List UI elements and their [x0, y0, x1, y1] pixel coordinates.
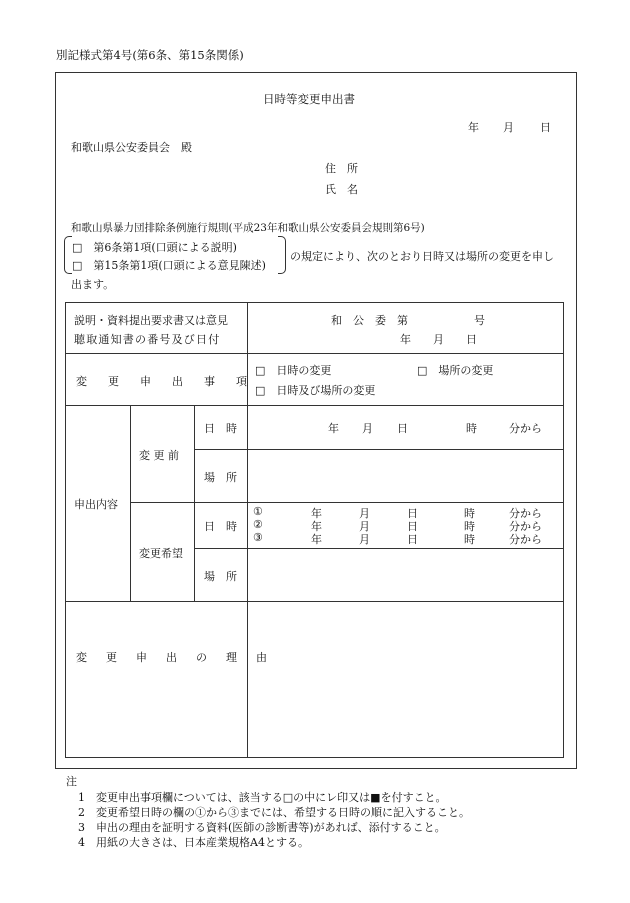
address-label: 住 所 — [325, 162, 358, 175]
doc-number: 和 公 委 第 号 — [331, 314, 485, 327]
form-title: 日時等変更申出書 — [263, 92, 355, 106]
before-datetime-label: 日 時 — [204, 422, 237, 435]
doc-label-line1: 説明・資料提出要求書又は意見 — [74, 314, 228, 327]
change-option-both: □ 日時及び場所の変更 — [255, 384, 376, 397]
regulation-text: 和歌山県暴力団排除条例施行規則(平成23年和歌山県公安委員会規則第6号) — [71, 222, 425, 234]
change-option-place: □ 場所の変更 — [417, 364, 494, 377]
addressee: 和歌山県公安委員会 殿 — [71, 141, 192, 154]
form-ref: 別記様式第4号(第6条、第15条関係) — [56, 48, 244, 62]
option-1: □ 第6条第1項(口頭による説明) — [72, 241, 237, 254]
statement-end: 出ます。 — [71, 278, 115, 291]
hope-place-label: 場 所 — [204, 570, 237, 583]
date-year: 年 — [468, 121, 479, 134]
hope-month: 月 — [359, 520, 370, 533]
change-item-label: 変 更 申 出 事 項 — [76, 375, 252, 388]
hope-hour: 時 — [464, 520, 475, 533]
hope-day: 日 — [407, 520, 418, 533]
hope-datetime-label: 日 時 — [204, 520, 237, 533]
reason-label: 変 更 申 出 の 理 由 — [76, 651, 271, 664]
hope-day: 日 — [407, 533, 418, 546]
doc-date: 年 月 日 — [400, 333, 477, 346]
before-month: 月 — [362, 422, 373, 435]
before-year: 年 — [328, 422, 339, 435]
date-month: 月 — [503, 121, 514, 134]
hope-year: 年 — [311, 507, 322, 520]
hope-label: 変更希望 — [139, 547, 183, 560]
hope-hour: 時 — [464, 507, 475, 520]
change-option-datetime: □ 日時の変更 — [255, 364, 332, 377]
hope-month: 月 — [359, 533, 370, 546]
before-minute: 分から — [509, 422, 542, 435]
doc-label-line2: 聴取通知書の番号及び日付 — [74, 333, 221, 346]
hope-minute: 分から — [509, 507, 542, 520]
hope-day: 日 — [407, 507, 418, 520]
name-label: 氏 名 — [325, 183, 358, 196]
note-4: 4 用紙の大きさは、日本産業規格A4とする。 — [78, 836, 309, 849]
hope-minute: 分から — [509, 520, 542, 533]
date-day: 日 — [540, 121, 551, 134]
hope-row-number: ② — [253, 518, 263, 531]
hope-year: 年 — [311, 520, 322, 533]
content-label: 申出内容 — [74, 498, 118, 511]
option-2: □ 第15条第1項(口頭による意見陳述) — [72, 259, 266, 272]
note-3: 3 申出の理由を証明する資料(医師の診断書等)があれば、添付すること。 — [78, 821, 446, 834]
hope-hour: 時 — [464, 533, 475, 546]
statement-cont: の規定により、次のとおり日時又は場所の変更を申し — [290, 250, 554, 263]
hope-row-number: ③ — [253, 531, 263, 544]
before-hour: 時 — [466, 422, 477, 435]
notes-heading: 注 — [66, 775, 77, 788]
before-place-label: 場 所 — [204, 471, 237, 484]
note-1: 1 変更申出事項欄については、該当する□の中にレ印又は■を付すこと。 — [78, 791, 447, 804]
hope-row-number: ① — [253, 505, 263, 518]
before-day: 日 — [397, 422, 408, 435]
before-label: 変 更 前 — [139, 449, 179, 462]
hope-month: 月 — [359, 507, 370, 520]
hope-year: 年 — [311, 533, 322, 546]
hope-minute: 分から — [509, 533, 542, 546]
note-2: 2 変更希望日時の欄の①から③までには、希望する日時の順に記入すること。 — [78, 806, 470, 819]
